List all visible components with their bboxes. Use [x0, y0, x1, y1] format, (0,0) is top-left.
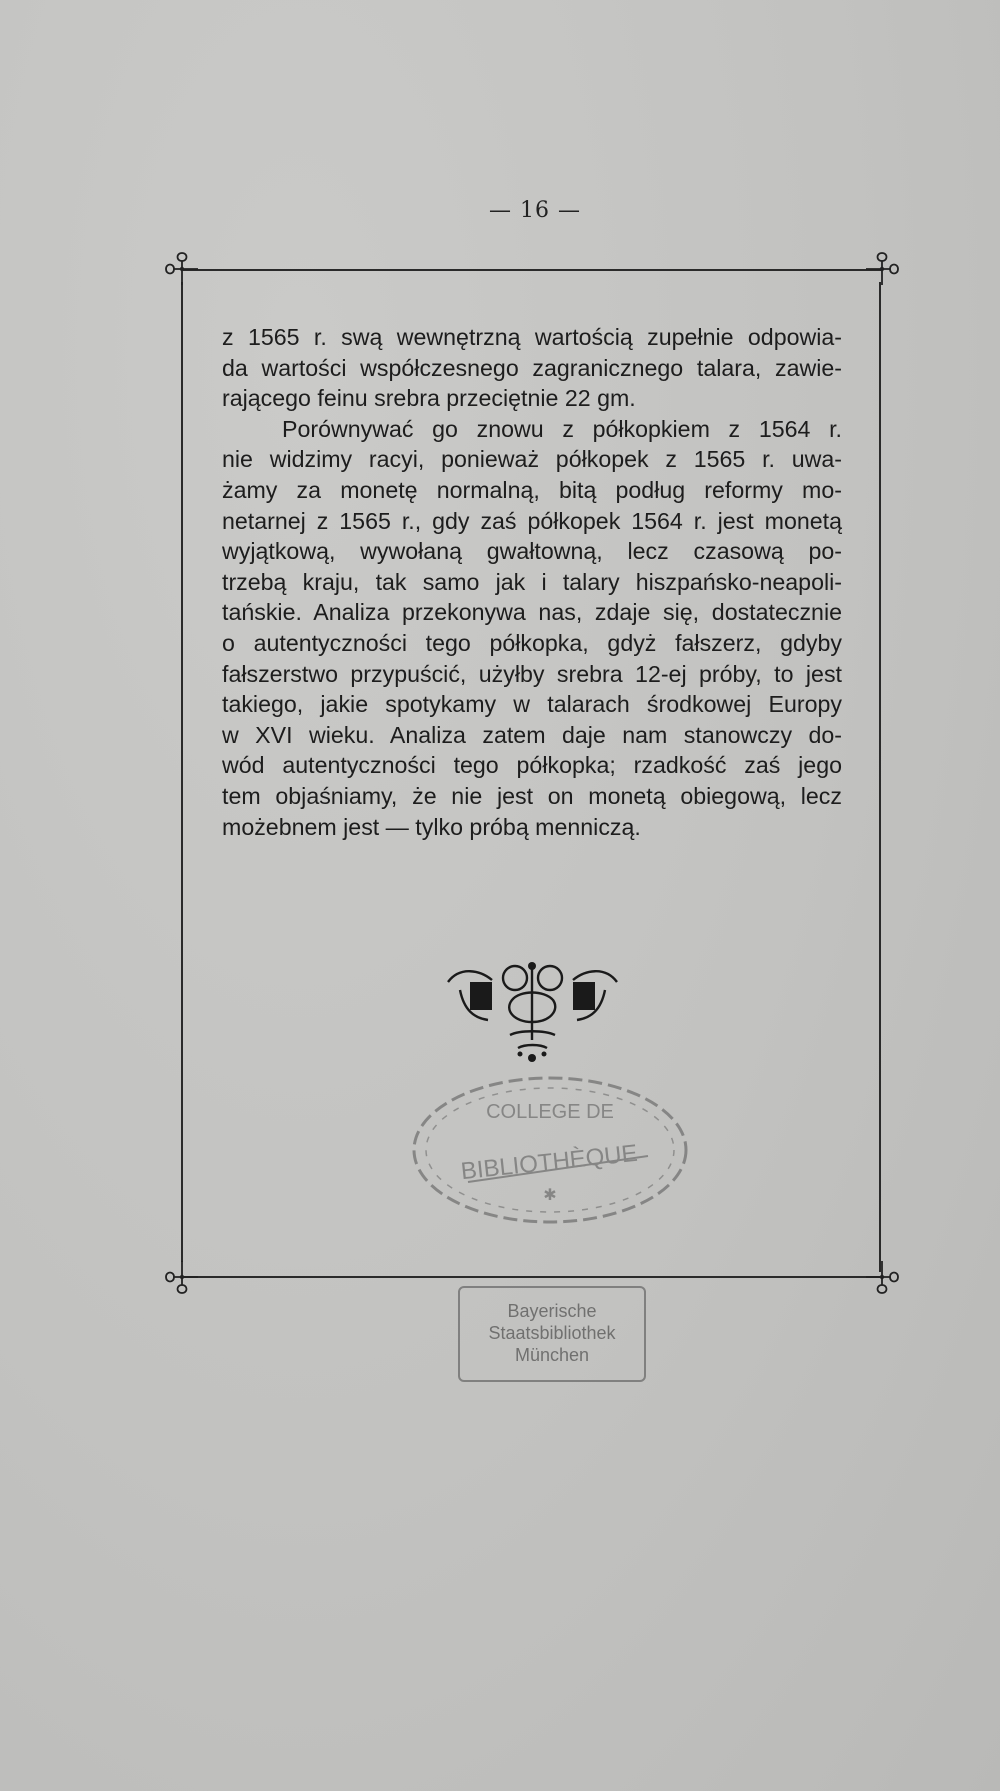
text-line: tańskie. Analiza przekonywa nas, zdaje się, dostatecznie [222, 599, 842, 626]
text-line: da wartości współczesnego zagranicznego talara, zawie- [222, 354, 842, 381]
corner-flourish-icon [162, 249, 202, 289]
stamp-rect-line: Staatsbibliothek [488, 1323, 616, 1343]
frame-right-rule [879, 282, 881, 1272]
text-line: Porównywać go znowu z półkopkiem z 1564 r. [282, 415, 842, 442]
text-line: w XVI wieku. Analiza zatem daje nam stanowczy do- [222, 721, 842, 748]
frame-top-rule [182, 269, 882, 271]
stamp-rect-line: München [514, 1345, 590, 1365]
text-line: nie widzimy racyi, ponieważ półkopek z 1565 r. uwa- [222, 446, 842, 473]
page-number: — 16 — [489, 198, 581, 223]
text-line: takiego, jakie spotykamy w talarach środkowej Europy [222, 691, 842, 718]
stamp-rect-line: Bayerische [507, 1301, 597, 1321]
corner-flourish-icon [162, 1257, 202, 1297]
frame-bottom-rule [182, 1276, 882, 1278]
text-line: możebnem jest — tylko próbą menniczą. [222, 813, 641, 840]
frame-left-rule [181, 282, 183, 1262]
body-paragraph [222, 322, 842, 842]
corner-flourish-icon [862, 1257, 902, 1297]
text-line: netarnej z 1565 r., gdy zaś półkopek 1564 r. jest monetą [222, 507, 842, 534]
text-line: wyjątkową, wywołaną gwałtowną, lecz czasową po- [222, 538, 842, 565]
stamp-oval-top-text: COLLEGE DE [486, 1101, 614, 1123]
text-line: tem objaśniamy, że nie jest on monetą obiegową, lecz [222, 782, 842, 809]
svg-text:✱: ✱ [543, 1185, 557, 1204]
tailpiece-ornament-icon [440, 960, 625, 1065]
text-line: fałszerstwo przypuścić, użyłby srebra 12-ej próby, to jest [222, 660, 842, 687]
stamp-oval-bottom-text: BIBLIOTHÈQUE [459, 1139, 639, 1186]
library-stamp-rect [458, 1286, 646, 1382]
library-stamp-oval [408, 1070, 693, 1230]
text-line: żamy za monetę normalną, bitą podług reformy mo- [222, 476, 842, 503]
text-line: trzebą kraju, tak samo jak i talary hiszpańsko-neapoli- [222, 568, 842, 595]
text-line: o autentyczności tego półkopka, gdyż fałszerz, gdyby [222, 629, 842, 656]
corner-flourish-icon [862, 249, 902, 289]
text-line: wód autentyczności tego półkopka; rzadkość zaś jego [222, 752, 842, 779]
text-line: rającego feinu srebra przeciętnie 22 gm. [222, 385, 636, 412]
text-line: z 1565 r. swą wewnętrzną wartością zupełnie odpowia- [222, 324, 842, 350]
